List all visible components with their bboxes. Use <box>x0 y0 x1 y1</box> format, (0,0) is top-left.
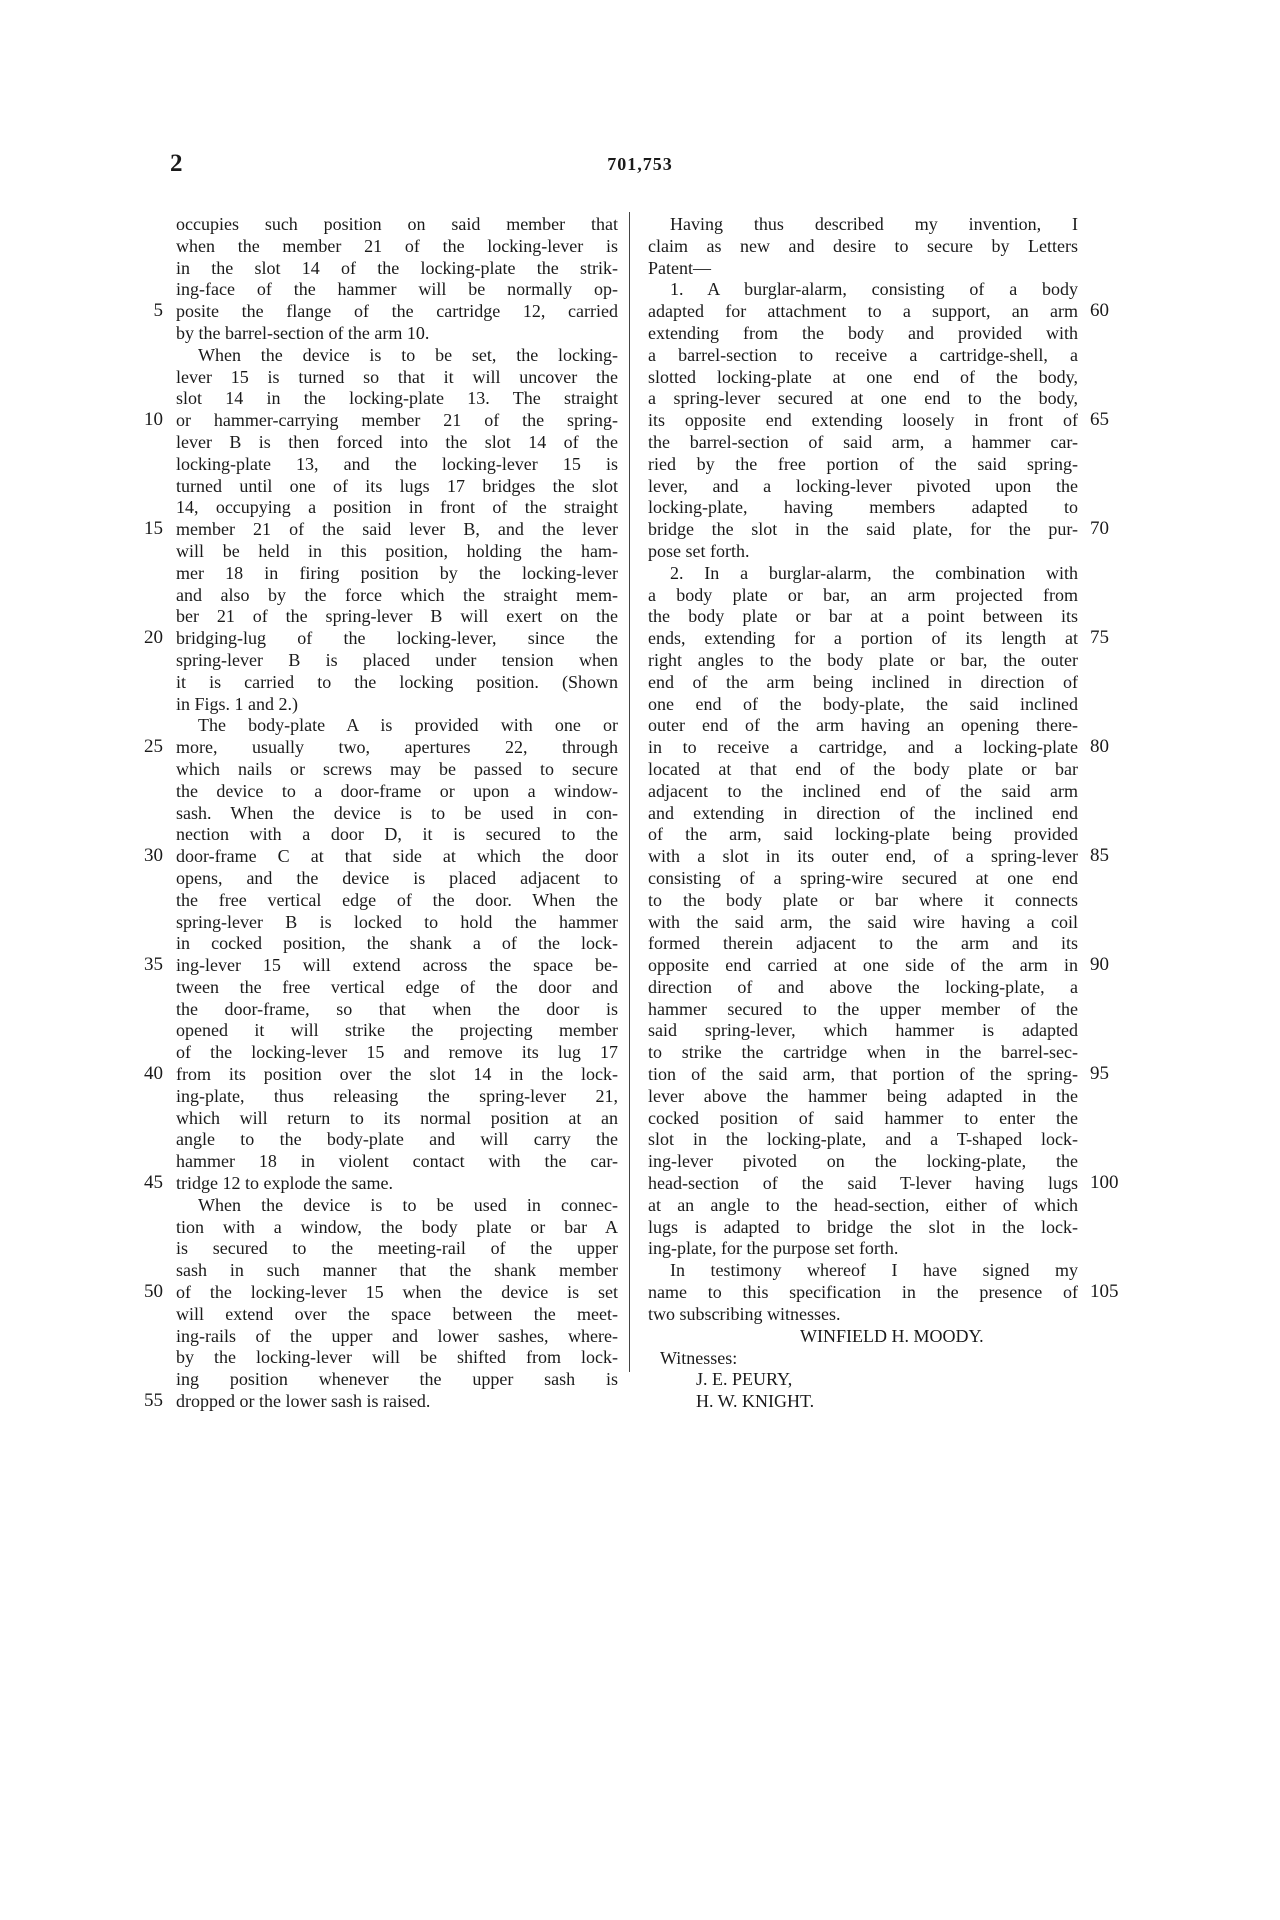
text-line: of the locking-lever 15 and remove its lug 17 <box>176 1042 618 1063</box>
text-line: more, usually two, apertures 22, through <box>176 737 618 758</box>
text-line: tion with a window, the body plate or bar A <box>176 1216 618 1237</box>
line-number: 60 <box>1090 300 1109 322</box>
text-line: ing-lever pivoted on the locking-plate, the <box>648 1151 1078 1172</box>
line-number: 20 <box>144 627 163 649</box>
text-line: locking-plate, having members adapted to <box>648 497 1078 518</box>
text-line: cocked position of said hammer to enter the <box>648 1107 1078 1128</box>
text-line: when the member 21 of the locking-lever is <box>176 235 618 256</box>
text-line: will extend over the space between the meet- <box>176 1303 618 1324</box>
text-line: member 21 of the said lever B, and the lever <box>176 519 618 540</box>
text-line: nection with a door D, it is secured to the <box>176 824 618 845</box>
line-number: 80 <box>1090 736 1109 758</box>
text-line: a barrel-section to receive a cartridge-shell, a <box>648 344 1078 365</box>
text-line: formed therein adjacent to the arm and its <box>648 933 1078 954</box>
line-number: 10 <box>144 409 163 431</box>
text-line: end of the arm being inclined in direction of <box>648 671 1078 692</box>
text-line: ber 21 of the spring-lever B will exert on the <box>176 606 618 627</box>
text-line: posite the flange of the cartridge 12, carried <box>176 301 618 322</box>
text-line: the body plate or bar at a point between its <box>648 606 1078 627</box>
text-line: opens, and the device is placed adjacent to <box>176 867 618 888</box>
line-number: 45 <box>144 1172 163 1194</box>
text-line: spring-lever B is locked to hold the hammer <box>176 911 618 932</box>
text-line: adjacent to the inclined end of the said arm <box>648 780 1078 801</box>
column-divider <box>629 212 630 1372</box>
text-line: mer 18 in firing position by the locking-lever <box>176 562 618 583</box>
text-line: name to this specification in the presence of <box>648 1282 1078 1303</box>
text-line: lever 15 is turned so that it will uncover the <box>176 366 618 387</box>
text-line: the free vertical edge of the door. When the <box>176 889 618 910</box>
text-line: Having thus described my invention, I <box>670 214 1078 234</box>
text-line: in to receive a cartridge, and a locking-plate <box>648 737 1078 758</box>
line-number: 25 <box>144 736 163 758</box>
text-line: two subscribing witnesses. <box>648 1303 841 1324</box>
text-line: located at that end of the body plate or bar <box>648 758 1078 779</box>
text-line: When the device is to be used in connec- <box>198 1194 618 1215</box>
text-line: said spring-lever, which hammer is adapted <box>648 1020 1078 1041</box>
text-line: occupies such position on said member that <box>176 214 618 234</box>
line-number: 5 <box>153 300 163 322</box>
text-line: in cocked position, the shank a of the lock- <box>176 933 618 954</box>
inventor-signature: WINFIELD H. MOODY. <box>800 1325 984 1346</box>
text-line: ing-rails of the upper and lower sashes, where- <box>176 1325 618 1346</box>
text-line: the barrel-section of said arm, a hammer car- <box>648 431 1078 452</box>
text-line: will be held in this position, holding the ham- <box>176 540 618 561</box>
text-line: tridge 12 to explode the same. <box>176 1173 393 1194</box>
text-line: to the body plate or bar where it connects <box>648 889 1078 910</box>
text-line: of the arm, said locking-plate being provided <box>648 824 1078 845</box>
text-line: and extending in direction of the inclined end <box>648 802 1078 823</box>
text-line: lever, and a locking-lever pivoted upon the <box>648 475 1078 496</box>
text-line: 2. In a burglar-alarm, the combination with <box>670 562 1078 583</box>
text-line: opposite end carried at one side of the arm in <box>648 955 1078 976</box>
text-line: lever B is then forced into the slot 14 of the <box>176 431 618 452</box>
text-line: head-section of the said T-lever having lugs <box>648 1173 1078 1194</box>
text-line: a spring-lever secured at one end to the body, <box>648 388 1078 409</box>
text-line: adapted for attachment to a support, an arm <box>648 301 1078 322</box>
text-line: in the slot 14 of the locking-plate the strik- <box>176 257 618 278</box>
text-line: which will return to its normal position at an <box>176 1107 618 1128</box>
text-line: or hammer-carrying member 21 of the spring- <box>176 410 618 431</box>
text-line: 1. A burglar-alarm, consisting of a body <box>670 279 1078 300</box>
line-number: 100 <box>1090 1172 1119 1194</box>
text-line: tween the free vertical edge of the door and <box>176 976 618 997</box>
line-number: 50 <box>144 1281 163 1303</box>
text-line: in Figs. 1 and 2.) <box>176 693 299 714</box>
text-line: ried by the free portion of the said spring- <box>648 453 1078 474</box>
text-line: The body-plate A is provided with one or <box>198 715 618 736</box>
text-line: lever above the hammer being adapted in the <box>648 1085 1078 1106</box>
text-line: When the device is to be set, the locking- <box>198 344 618 365</box>
text-line: of the locking-lever 15 when the device is set <box>176 1282 618 1303</box>
text-line: one end of the body-plate, the said inclined <box>648 693 1078 714</box>
text-line: outer end of the arm having an opening there- <box>648 715 1078 736</box>
text-line: opened it will strike the projecting member <box>176 1020 618 1041</box>
line-number: 85 <box>1090 845 1109 867</box>
text-line: it is carried to the locking position. (Shown <box>176 671 618 692</box>
line-number: 90 <box>1090 954 1109 976</box>
line-number: 35 <box>144 954 163 976</box>
text-line: to strike the cartridge when in the barrel-sec- <box>648 1042 1078 1063</box>
text-line: 14, occupying a position in front of the straight <box>176 497 618 518</box>
text-line: by the locking-lever will be shifted from lock- <box>176 1347 618 1368</box>
witness-name: H. W. KNIGHT. <box>696 1391 815 1412</box>
text-line: ing position whenever the upper sash is <box>176 1369 618 1390</box>
text-line: consisting of a spring-wire secured at one end <box>648 867 1078 888</box>
line-number: 70 <box>1090 518 1109 540</box>
text-line: a body plate or bar, an arm projected from <box>648 584 1078 605</box>
text-line: and also by the force which the straight mem- <box>176 584 618 605</box>
text-line: at an angle to the head-section, either of which <box>648 1194 1078 1215</box>
text-line: sash. When the device is to be used in con- <box>176 802 618 823</box>
text-line: bridge the slot in the said plate, for the pur- <box>648 519 1078 540</box>
text-line: slotted locking-plate at one end of the body, <box>648 366 1078 387</box>
patent-number: 701,753 <box>607 154 673 174</box>
text-line: ing-plate, thus releasing the spring-lever 21, <box>176 1085 618 1106</box>
text-line: locking-plate 13, and the locking-lever 15 is <box>176 453 618 474</box>
text-line: ends, extending for a portion of its length at <box>648 628 1078 649</box>
text-line: angle to the body-plate and will carry the <box>176 1129 618 1150</box>
text-line: ing-lever 15 will extend across the space be- <box>176 955 618 976</box>
text-line: is secured to the meeting-rail of the upper <box>176 1238 618 1259</box>
line-number: 95 <box>1090 1063 1109 1085</box>
text-line: ing-plate, for the purpose set forth. <box>648 1238 899 1259</box>
text-line: extending from the body and provided with <box>648 322 1078 343</box>
text-line: the device to a door-frame or upon a window- <box>176 780 618 801</box>
text-line: lugs is adapted to bridge the slot in the lock- <box>648 1216 1078 1237</box>
line-number: 30 <box>144 845 163 867</box>
witnesses-label: Witnesses: <box>660 1347 738 1368</box>
text-line: by the barrel-section of the arm 10. <box>176 322 430 343</box>
text-line: with the said arm, the said wire having a coil <box>648 911 1078 932</box>
text-line: sash in such manner that the shank member <box>176 1260 618 1281</box>
text-line: pose set forth. <box>648 540 750 561</box>
text-line: ing-face of the hammer will be normally op- <box>176 279 618 300</box>
text-line: from its position over the slot 14 in the lock- <box>176 1064 618 1085</box>
text-line: slot in the locking-plate, and a T-shaped lock- <box>648 1129 1078 1150</box>
text-line: the door-frame, so that when the door is <box>176 998 618 1019</box>
line-number: 75 <box>1090 627 1109 649</box>
text-line: In testimony whereof I have signed my <box>670 1260 1078 1281</box>
text-line: right angles to the body plate or bar, the outer <box>648 649 1078 670</box>
page-number: 2 <box>170 150 184 177</box>
line-number: 55 <box>144 1390 163 1412</box>
text-line: claim as new and desire to secure by Letters <box>648 235 1078 256</box>
text-line: hammer secured to the upper member of the <box>648 998 1078 1019</box>
line-number: 40 <box>144 1063 163 1085</box>
text-line: slot 14 in the locking-plate 13. The straight <box>176 388 618 409</box>
text-line: door-frame C at that side at which the door <box>176 846 618 867</box>
text-line: hammer 18 in violent contact with the car- <box>176 1151 618 1172</box>
right-text-column <box>648 214 1078 1326</box>
line-number: 105 <box>1090 1281 1119 1303</box>
left-text-column <box>176 214 618 1413</box>
text-line: Patent— <box>648 257 711 278</box>
line-number: 15 <box>144 518 163 540</box>
text-line: which nails or screws may be passed to secure <box>176 758 618 779</box>
text-line: dropped or the lower sash is raised. <box>176 1391 431 1412</box>
text-line: direction of and above the locking-plate, a <box>648 976 1078 997</box>
witness-name: J. E. PEURY, <box>696 1369 793 1390</box>
text-line: tion of the said arm, that portion of the spring- <box>648 1064 1078 1085</box>
text-line: with a slot in its outer end, of a spring-lever <box>648 846 1078 867</box>
text-line: spring-lever B is placed under tension when <box>176 649 618 670</box>
line-number: 65 <box>1090 409 1109 431</box>
text-line: its opposite end extending loosely in front of <box>648 410 1078 431</box>
text-line: turned until one of its lugs 17 bridges the slot <box>176 475 618 496</box>
text-line: bridging-lug of the locking-lever, since the <box>176 628 618 649</box>
